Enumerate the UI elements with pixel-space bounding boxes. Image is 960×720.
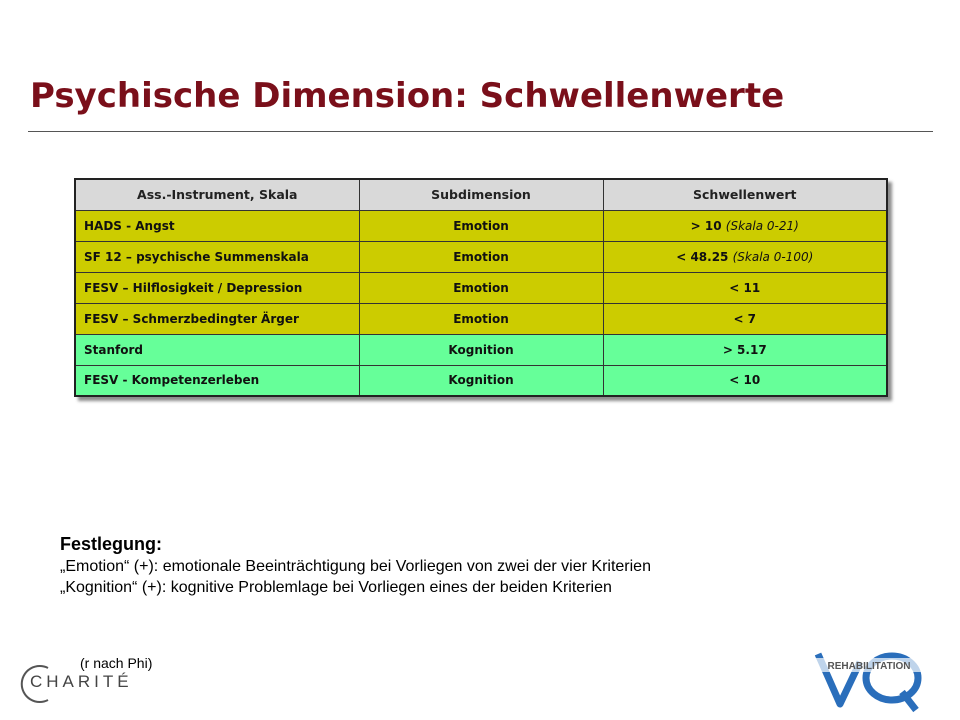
column-header-subdimension: Subdimension [359, 179, 603, 210]
table-header-row [75, 179, 887, 210]
threshold-cell [603, 334, 887, 365]
threshold-cell [603, 210, 887, 241]
title-divider [28, 131, 933, 132]
source-note: (r nach Phi) [80, 655, 153, 671]
note-heading: Festlegung: [60, 534, 162, 554]
threshold-value: > 5.17 [722, 342, 767, 357]
threshold-value: < 11 [729, 280, 761, 295]
subdimension-cell: Kognition [359, 334, 603, 365]
table-row [75, 272, 887, 303]
page-title: Psychische Dimension: Schwellenwerte [30, 76, 785, 116]
subdimension-cell: Emotion [359, 210, 603, 241]
subdimension-cell: Kognition [359, 365, 603, 396]
table-row [75, 365, 887, 396]
charite-wordmark: CHARITÉ [30, 672, 133, 691]
threshold-value: < 10 [729, 373, 761, 388]
table-row [75, 241, 887, 272]
definition-note [60, 534, 651, 600]
threshold-value: < 7 [733, 311, 757, 326]
table-row [75, 334, 887, 365]
note-kognition-rule: „Kognition“ (+): kognitive Problemlage bei Vorliegen eines der beiden Kriterien [60, 579, 612, 596]
subdimension-cell: Emotion [359, 241, 603, 272]
instrument-cell: FESV - Kompetenzerleben [75, 365, 359, 396]
scale-range: (Skala 0-21) [725, 218, 799, 233]
subdimension-cell: Emotion [359, 303, 603, 334]
table-row [75, 303, 887, 334]
subdimension-cell: Emotion [359, 272, 603, 303]
table-row [75, 210, 887, 241]
rehabilitation-logo-icon [812, 644, 927, 714]
column-header-instrument: Ass.-Instrument, Skala [75, 179, 359, 210]
instrument-cell: HADS - Angst [75, 210, 359, 241]
instrument-cell: SF 12 – psychische Summenskala [75, 241, 359, 272]
instrument-cell: Stanford [75, 334, 359, 365]
threshold-cell [603, 303, 887, 334]
threshold-cell [603, 365, 887, 396]
threshold-value: < 48.25 [676, 249, 729, 264]
reha-logo-text: REHABILITATION [827, 661, 911, 672]
threshold-cell [603, 241, 887, 272]
threshold-cell [603, 272, 887, 303]
scale-range: (Skala 0-100) [732, 249, 814, 264]
threshold-table [74, 178, 888, 397]
instrument-cell: FESV – Schmerzbedingter Ärger [75, 303, 359, 334]
instrument-cell: FESV – Hilflosigkeit / Depression [75, 272, 359, 303]
column-header-threshold: Schwellenwert [603, 179, 887, 210]
threshold-value: > 10 [690, 218, 722, 233]
note-emotion-rule: „Emotion“ (+): emotionale Beeinträchtigung bei Vorliegen von zwei der vier Kriterien [60, 558, 651, 575]
